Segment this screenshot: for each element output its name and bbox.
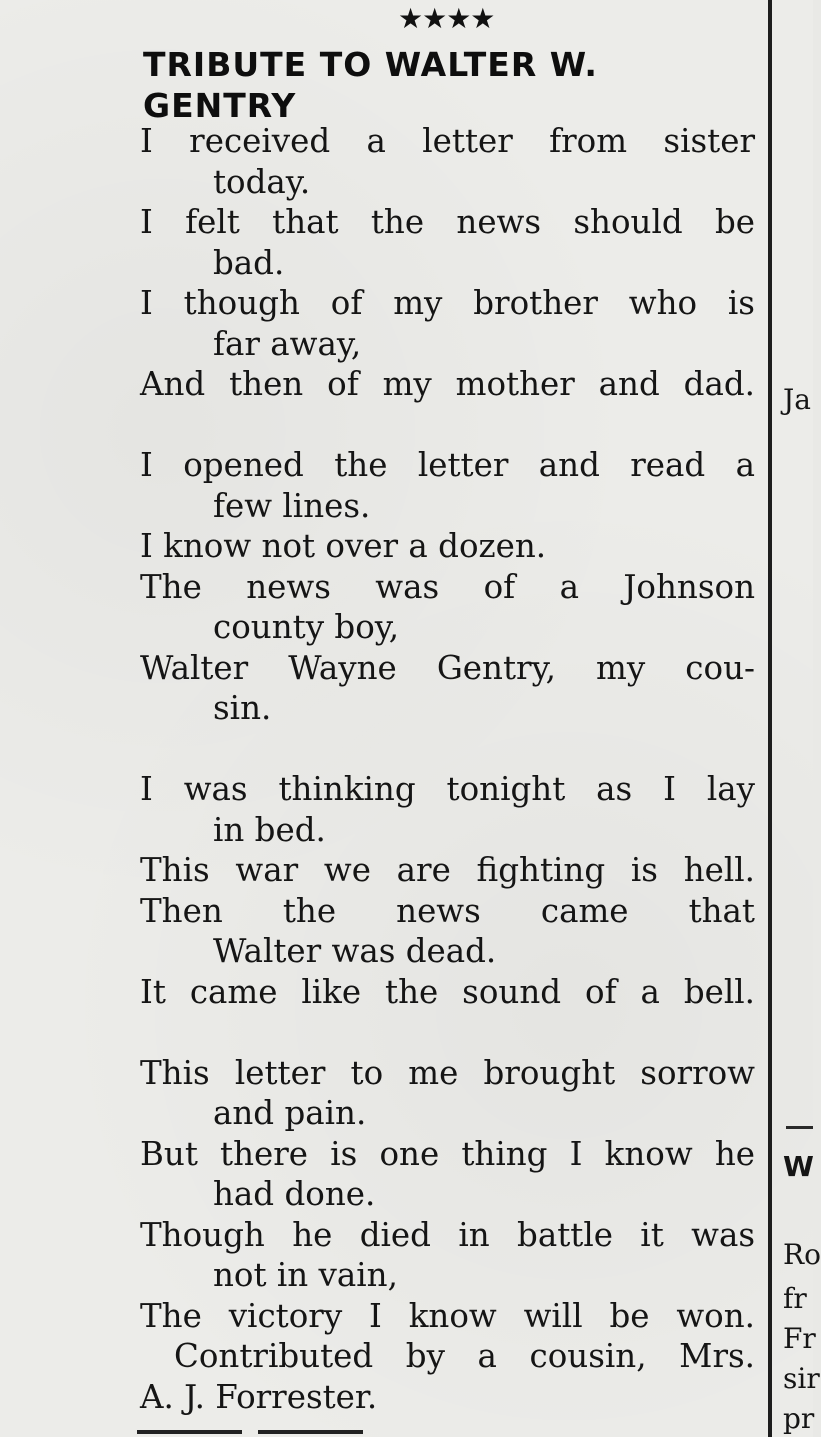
adjacent-fragment: Ja: [783, 383, 811, 416]
adjacent-fragment: W: [783, 1150, 814, 1183]
poem-line: and pain.: [213, 1094, 367, 1132]
poem-line: But there is one thing I know he: [140, 1134, 755, 1173]
headline-line-2: GENTRY: [143, 86, 297, 125]
poem-line: I though of my brother who is: [140, 284, 755, 322]
section-stars: ★★★★: [398, 2, 495, 35]
bottom-rule-right: [258, 1430, 363, 1434]
poem-line: Walter Wayne Gentry, my cou-: [140, 648, 755, 687]
adjacent-rule: [786, 1126, 813, 1129]
poem-line: in bed.: [213, 810, 326, 849]
poem-line: I felt that the news should be: [140, 203, 755, 241]
poem-line: I opened the letter and read a: [140, 446, 755, 484]
poem-line: The victory I know will be won.: [140, 1296, 755, 1335]
stanza-gap: [140, 1012, 755, 1053]
poem-line: This war we are fighting is hell.: [140, 851, 755, 889]
poem-line: not in vain,: [213, 1256, 398, 1294]
poem-line: had done.: [213, 1175, 376, 1213]
adjacent-fragment: Fr: [783, 1322, 816, 1355]
poem-line: I was thinking tonight as I lay: [140, 770, 755, 808]
poem-line: sin.: [213, 689, 272, 727]
adjacent-column: [778, 0, 821, 1437]
poem-line: far away,: [213, 324, 362, 363]
stanza-gap: [140, 405, 755, 446]
poem-line: I know not over a dozen.: [140, 527, 547, 565]
poem-line: bad.: [213, 243, 285, 282]
headline: [143, 44, 743, 126]
bottom-rule-left: [137, 1430, 242, 1434]
column-rule: [768, 0, 772, 1437]
poem-line: county boy,: [213, 608, 400, 646]
adjacent-fragment: fr: [783, 1282, 807, 1315]
adjacent-fragment: pr: [783, 1402, 815, 1435]
contributor-credit-line-1: Contributed by a cousin, Mrs.: [174, 1337, 755, 1375]
poem-line: The news was of a Johnson: [140, 567, 755, 606]
contributor-credit-line-2: A. J. Forrester.: [140, 1377, 378, 1416]
poem-line: Walter was dead.: [213, 932, 497, 970]
adjacent-fragment: sir: [783, 1362, 820, 1395]
poem-line: few lines.: [213, 486, 371, 525]
poem-body: [140, 121, 755, 1417]
poem-line: Then the news came that: [140, 891, 755, 930]
adjacent-fragment: Ro: [783, 1238, 821, 1271]
poem-line: I received a letter from sister: [140, 122, 755, 160]
poem-line: today.: [213, 162, 311, 201]
poem-line: And then of my mother and dad.: [140, 365, 755, 403]
poem-line: It came like the sound of a bell.: [140, 972, 755, 1011]
headline-line-1: TRIBUTE TO WALTER W.: [143, 45, 598, 84]
poem-line: This letter to me brought sorrow: [140, 1053, 755, 1092]
poem-line: Though he died in battle it was: [140, 1215, 755, 1254]
stanza-gap: [140, 729, 755, 770]
